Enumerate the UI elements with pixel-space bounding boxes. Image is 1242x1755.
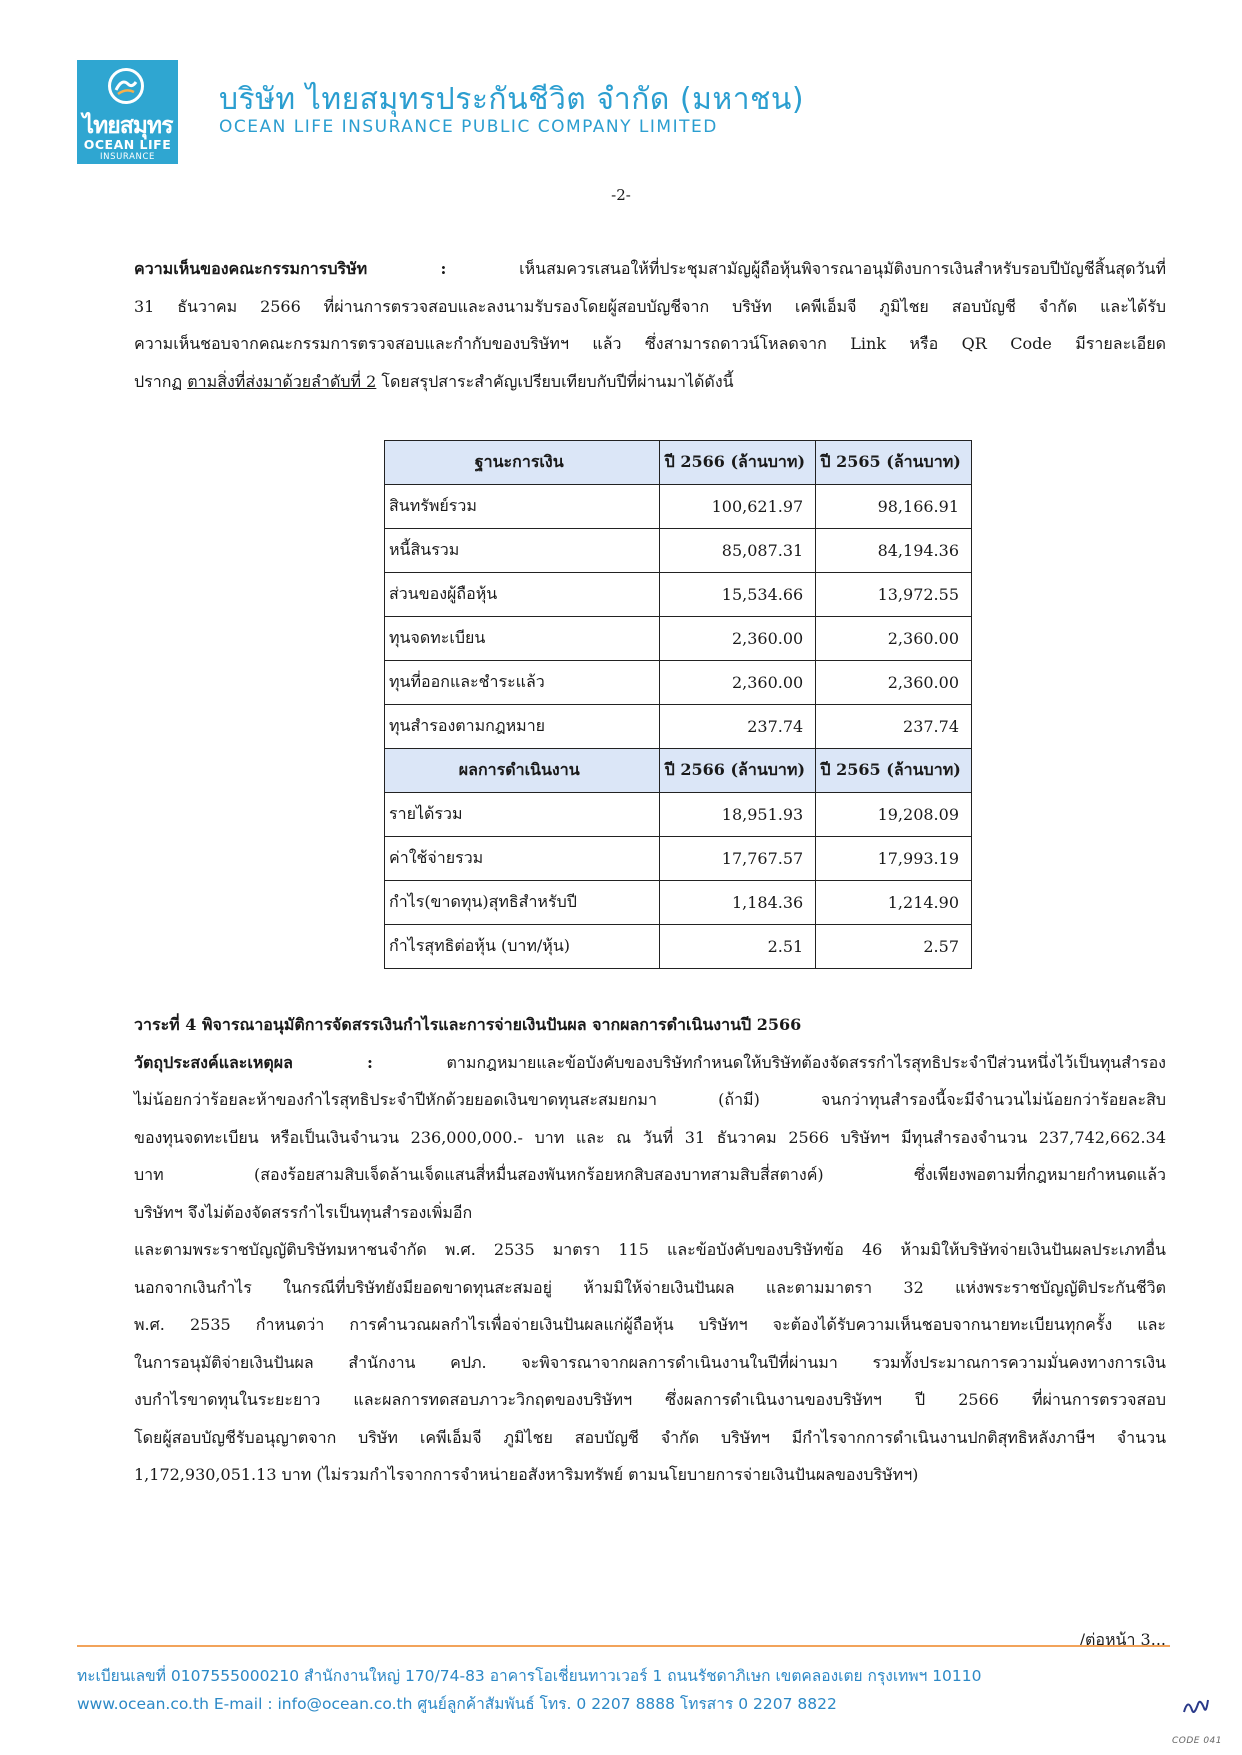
value-y2566: 100,621.97 (660, 485, 816, 529)
row-label: ค่าใช้จ่ายรวม (385, 837, 660, 881)
company-logo (77, 60, 178, 164)
board-opinion-line: 31 ธันวาคม 2566 ที่ผ่านการตรวจสอบและลงนามรับรองโดยผู้สอบบัญชีจาก บริษัท เคพีเอ็มจี ภูมิไชย สอบบัญชี จำกัด และได้รับ (134, 296, 1166, 316)
value-y2565: 13,972.55 (816, 573, 972, 617)
value-y2565: 84,194.36 (816, 529, 972, 573)
continued-note: /ต่อหน้า 3... (1079, 1630, 1166, 1649)
agenda-4-title: วาระที่ 4 พิจารณาอนุมัติการจัดสรรเงินกำไรและการจ่ายเงินปันผล จากผลการดำเนินงานปี 2566 (134, 1015, 802, 1034)
agenda-line: 1,172,930,051.13 บาท (ไม่รวมกำไรจากการจำหน่ายอสังหาริมทรัพย์ ตามนโยบายการจ่ายเงินปันผลของบริษัทฯ) (134, 1465, 919, 1484)
board-opinion-line: ปรากฏ (134, 371, 183, 391)
value-y2566: 237.74 (660, 705, 816, 749)
footer-address: ทะเบียนเลขที่ 0107555000210 สำนักงานใหญ่ 170/74-83 อาคารโอเชี่ยนทาวเวอร์ 1 ถนนรัชดาภิเษก เขตคลองเตย กรุงเทพฯ 10110 (77, 1667, 982, 1685)
table-header-cell: ปี 2566 (ล้านบาท) (660, 749, 816, 793)
agenda-4-section (134, 1006, 1166, 1494)
table-header-row (385, 441, 972, 485)
value-y2566: 85,087.31 (660, 529, 816, 573)
row-label: รายได้รวม (385, 793, 660, 837)
value-y2566: 15,534.66 (660, 573, 816, 617)
table-row (385, 881, 972, 925)
table-row (385, 617, 972, 661)
logo-thai-text: ไทยสมุทร (82, 113, 173, 139)
row-label: ส่วนของผู้ถือหุ้น (385, 573, 660, 617)
board-opinion-paragraph (134, 250, 1166, 400)
value-y2566: 2,360.00 (660, 661, 816, 705)
value-y2565: 2,360.00 (816, 661, 972, 705)
agenda-line: ในการอนุมัติจ่ายเงินปันผล สำนักงาน คปภ. จะพิจารณาจากผลการดำเนินงานในปีที่ผ่านมา รวมทั้งประมาณการความมั่นคงทางการเงิน (134, 1352, 1166, 1372)
agenda-line: นอกจากเงินกำไร ในกรณีที่บริษัทยังมียอดขาดทุนสะสมอยู่ ห้ามมิให้จ่ายเงินปันผล และตามมาตรา 32 แห่งพระราชบัญญัติประกันชีวิต (134, 1277, 1166, 1297)
row-label: ทุนที่ออกและชำระแล้ว (385, 661, 660, 705)
agenda-line: บริษัทฯ จึงไม่ต้องจัดสรรกำไรเป็นทุนสำรองเพิ่มอีก (134, 1202, 473, 1222)
row-label: กำไร(ขาดทุน)สุทธิสำหรับปี (385, 881, 660, 925)
logo-english-text: OCEAN LIFE (83, 137, 172, 152)
value-y2566: 17,767.57 (660, 837, 816, 881)
table-row (385, 705, 972, 749)
agenda-line: งบกำไรขาดทุนในระยะยาว และผลการทดสอบภาวะวิกฤตของบริษัทฯ ซึ่งผลการดำเนินงานของบริษัทฯ ปี 2566 ที่ผ่านการตรวจสอบ (134, 1390, 1166, 1409)
value-y2565: 237.74 (816, 705, 972, 749)
agenda-line: พ.ศ. 2535 กำหนดว่า การคำนวณผลกำไรเพื่อจ่ายเงินปันผลแก่ผู้ถือหุ้น บริษัทฯ จะต้องได้รับความเห็นชอบจากนายทะเบียนทุกครั้ง และ (134, 1315, 1166, 1334)
value-y2566: 2,360.00 (660, 617, 816, 661)
row-label: หนี้สินรวม (385, 529, 660, 573)
table-row (385, 661, 972, 705)
logo-insurance-text: INSURANCE (100, 152, 155, 162)
table-row (385, 793, 972, 837)
agenda-line: โดยผู้สอบบัญชีรับอนุญาตจาก บริษัท เคพีเอ็มจี ภูมิไชย สอบบัญชี จำกัด บริษัทฯ มีกำไรจากการดำเนินงานปกติสุทธิหลังภาษีฯ จำนวน (134, 1427, 1166, 1447)
table-header-cell: ผลการดำเนินงาน (385, 749, 660, 793)
board-opinion-line: โดยสรุปสาระสำคัญเปรียบเทียบกับปีที่ผ่านมาได้ดังนี้ (381, 371, 734, 391)
table-row (385, 573, 972, 617)
row-label: กำไรสุทธิต่อหุ้น (บาท/หุ้น) (385, 925, 660, 969)
page-number: -2- (611, 186, 631, 204)
table-header-cell: ฐานะการเงิน (385, 441, 660, 485)
row-label: ทุนสำรองตามกฎหมาย (385, 705, 660, 749)
logo-wave-icon (114, 76, 138, 96)
footer-contact: www.ocean.co.th E-mail : info@ocean.co.th ศูนย์ลูกค้าสัมพันธ์ โทร. 0 2207 8888 โทรสาร 0 2207 8822 (77, 1695, 837, 1713)
row-label: สินทรัพย์รวม (385, 485, 660, 529)
table-row (385, 925, 972, 969)
table-header-cell: ปี 2565 (ล้านบาท) (816, 749, 972, 793)
value-y2565: 17,993.19 (816, 837, 972, 881)
value-y2566: 1,184.36 (660, 881, 816, 925)
form-code: CODE 041 (1171, 1736, 1222, 1746)
board-opinion-line: เห็นสมควรเสนอให้ที่ประชุมสามัญผู้ถือหุ้นพิจารณาอนุมัติงบการเงินสำหรับรอบปีบัญชีสิ้นสุดวันที่ (519, 259, 1166, 278)
value-y2565: 2.57 (816, 925, 972, 969)
company-name-english: OCEAN LIFE INSURANCE PUBLIC COMPANY LIMITED (219, 117, 718, 137)
table-header-cell: ปี 2565 (ล้านบาท) (816, 441, 972, 485)
table-row (385, 529, 972, 573)
value-y2566: 2.51 (660, 925, 816, 969)
table-header-row (385, 749, 972, 793)
agenda-line: ตามกฎหมายและข้อบังคับของบริษัทกำหนดให้บริษัทต้องจัดสรรกำไรสุทธิประจำปีส่วนหนึ่งไว้เป็นทุนสำรอง (446, 1052, 1166, 1072)
board-opinion-line: ความเห็นชอบจากคณะกรรมการตรวจสอบและกำกับของบริษัทฯ แล้ว ซึ่งสามารถดาวน์โหลดจาก Link หรือ QR Code มีรายละเอียด (134, 334, 1166, 353)
company-name-thai: บริษัท ไทยสมุทรประกันชีวิต จำกัด (มหาชน) (219, 82, 805, 117)
row-label: ทุนจดทะเบียน (385, 617, 660, 661)
agenda-line: ไม่น้อยกว่าร้อยละห้าของกำไรสุทธิประจำปีหักด้วยยอดเงินขาดทุนสะสมยกมา (ถ้ามี) จนกว่าทุนสำรองนี้จะมีจำนวนไม่น้อยกว่าร้อยละสิบ (134, 1090, 1166, 1109)
value-y2565: 19,208.09 (816, 793, 972, 837)
value-y2565: 98,166.91 (816, 485, 972, 529)
attachment-reference-link[interactable]: ตามสิ่งที่ส่งมาด้วยลำดับที่ 2 (187, 371, 377, 391)
board-opinion-heading: ความเห็นของคณะกรรมการบริษัท : (134, 259, 447, 278)
value-y2565: 2,360.00 (816, 617, 972, 661)
footer-divider (77, 1645, 1170, 1647)
table-row (385, 485, 972, 529)
agenda-line: และตามพระราชบัญญัติบริษัทมหาชนจำกัด พ.ศ. 2535 มาตรา 115 และข้อบังคับของบริษัทข้อ 46 ห้ามมิให้บริษัทจ่ายเงินปันผลประเภทอื่น (134, 1240, 1166, 1259)
financial-summary-table (384, 440, 972, 969)
table-header-cell: ปี 2566 (ล้านบาท) (660, 441, 816, 485)
purpose-heading: วัตถุประสงค์และเหตุผล : (134, 1052, 373, 1072)
agenda-line: บาท (สองร้อยสามสิบเจ็ดล้านเจ็ดแสนสี่หมื่นสองพันหกร้อยหกสิบสองบาทสามสิบสี่สตางค์) ซึ่งเพียงพอตามที่กฎหมายกำหนดแล้ว (134, 1165, 1166, 1184)
value-y2565: 1,214.90 (816, 881, 972, 925)
handwritten-initials (1180, 1690, 1210, 1720)
agenda-line: ของทุนจดทะเบียน หรือเป็นเงินจำนวน 236,000,000.- บาท และ ณ วันที่ 31 ธันวาคม 2566 บริษัทฯ มีทุนสำรองจำนวน 237,742,662.34 (134, 1127, 1166, 1147)
table-row (385, 837, 972, 881)
value-y2566: 18,951.93 (660, 793, 816, 837)
